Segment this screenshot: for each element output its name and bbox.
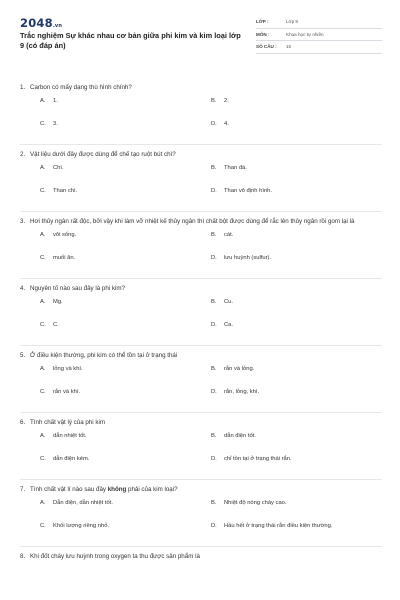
answer-text: rắn và lỏng. <box>224 366 255 372</box>
question-item <box>20 346 382 413</box>
quiz-meta <box>256 16 382 54</box>
question-text: Khi đốt cháy lưu huỳnh trong oxygen ta thu được sản phẩm là <box>30 553 200 560</box>
answer-option-c[interactable] <box>40 523 211 546</box>
question-number: 7. <box>20 486 26 493</box>
answer-letter: B. <box>211 500 217 506</box>
answer-option-d[interactable] <box>211 389 382 412</box>
question-stem <box>20 217 382 226</box>
answer-grid <box>20 98 382 144</box>
answer-text: chỉ tồn tại ở trạng thái rắn. <box>224 456 292 462</box>
answer-option-d[interactable] <box>211 322 382 345</box>
answer-option-a[interactable] <box>40 165 211 188</box>
meta-value: 15 <box>286 44 292 50</box>
answer-letter: B. <box>211 165 217 171</box>
answer-grid <box>20 165 382 211</box>
answer-text: Than đá. <box>224 165 247 171</box>
answer-grid <box>20 232 382 278</box>
meta-label: LỚP : <box>256 19 269 25</box>
question-stem <box>20 83 382 92</box>
answer-text: Than chì. <box>53 188 78 194</box>
answer-grid <box>20 366 382 412</box>
answer-option-c[interactable] <box>40 322 211 345</box>
answer-option-b[interactable] <box>211 366 382 389</box>
answer-letter: B. <box>211 433 217 439</box>
answer-option-c[interactable] <box>40 188 211 211</box>
answer-text: C. <box>53 322 59 328</box>
answer-text: Chì. <box>53 165 64 171</box>
answer-letter: D. <box>211 322 217 328</box>
question-text: Nguyên tố nào sau đây là phi kim? <box>30 285 125 292</box>
question-text <box>30 485 382 494</box>
answer-letter: C. <box>40 188 46 194</box>
answer-letter: D. <box>211 523 217 529</box>
answer-letter: A. <box>40 500 46 506</box>
answer-option-d[interactable] <box>211 456 382 479</box>
page-title: Trắc nghiệm Sự khác nhau cơ bản giữa phi kim và kim loại lớp 9 (có đáp án) <box>20 31 241 50</box>
answer-option-a[interactable] <box>40 232 211 255</box>
answer-text: rắn, lỏng, khí. <box>224 389 260 395</box>
answer-option-a[interactable] <box>40 366 211 389</box>
answer-option-a[interactable] <box>40 500 211 523</box>
answer-option-c[interactable] <box>40 389 211 412</box>
answer-option-b[interactable] <box>211 232 382 255</box>
question-stem <box>20 284 382 293</box>
answer-letter: C. <box>40 523 46 529</box>
answer-text: muối ăn. <box>53 255 76 261</box>
answer-letter: B. <box>211 299 217 305</box>
answer-letter: A. <box>40 299 46 305</box>
meta-row-subject <box>256 29 382 42</box>
answer-text: vôi sống. <box>53 232 77 238</box>
question-text-emphasis: không <box>107 486 127 493</box>
answer-letter: A. <box>40 98 46 104</box>
question-number: 6. <box>20 419 26 426</box>
answer-text: 3. <box>53 121 58 127</box>
question-number: 2. <box>20 151 26 158</box>
meta-label: MÔN : <box>256 31 270 37</box>
answer-grid <box>20 299 382 345</box>
question-item <box>20 78 382 145</box>
question-text: Hơi thủy ngân rất độc, bởi vậy khi làm vỡ nhiệt kế thủy ngân thì chất bột được dùng để rắc lên thủy ngân rồi gom lại là <box>30 218 355 225</box>
answer-grid <box>20 500 382 546</box>
question-stem <box>20 418 382 427</box>
answer-letter: D. <box>211 121 217 127</box>
question-item <box>20 212 382 279</box>
answer-text: Cu. <box>224 299 234 305</box>
logo-name: 2048 <box>20 16 53 30</box>
answer-text: 1. <box>53 98 58 104</box>
question-stem <box>20 485 382 494</box>
answer-option-a[interactable] <box>40 433 211 456</box>
answer-grid <box>20 433 382 479</box>
site-logo[interactable] <box>20 16 62 30</box>
question-stem <box>20 150 382 159</box>
question-text: Ở điều kiện thường, phi kim có thể tồn tại ở trạng thái <box>30 352 178 359</box>
answer-text: 2. <box>224 98 229 104</box>
answer-option-a[interactable] <box>40 299 211 322</box>
meta-value: Lớp 9 <box>286 19 298 25</box>
logo-tld: .vn <box>52 23 63 29</box>
answer-letter: B. <box>211 232 217 238</box>
question-text-before: Tính chất vật lí nào sau đây <box>30 486 108 493</box>
answer-letter: B. <box>211 366 217 372</box>
answer-text: Mg. <box>53 299 63 305</box>
answer-text: Than vô định hình. <box>224 188 273 194</box>
meta-label: SỐ CÂU : <box>256 44 277 50</box>
answer-text: dẫn điện tốt. <box>224 433 256 439</box>
answer-letter: B. <box>211 98 217 104</box>
question-number: 1. <box>20 84 26 91</box>
answer-letter: D. <box>211 255 217 261</box>
answer-text: dẫn nhiệt tốt. <box>53 433 87 439</box>
answer-letter: A. <box>40 165 46 171</box>
answer-text: lưu huỳnh (sulfur). <box>224 255 272 261</box>
answer-letter: C. <box>40 255 46 261</box>
answer-letter: C. <box>40 389 46 395</box>
answer-text: Dẫn điện, dẫn nhiệt tốt. <box>53 500 113 506</box>
answer-option-b[interactable] <box>211 165 382 188</box>
answer-letter: A. <box>40 232 46 238</box>
question-stem <box>20 552 382 561</box>
question-item <box>20 279 382 346</box>
answer-letter: D. <box>211 389 217 395</box>
answer-option-a[interactable] <box>40 98 211 121</box>
answer-letter: A. <box>40 433 46 439</box>
answer-text: Khối lượng riêng nhỏ. <box>53 523 110 529</box>
meta-value: Khoa học tự nhiên <box>286 31 324 37</box>
question-text: Tính chất vật lý của phi kim <box>30 419 105 426</box>
question-text-after: phải của kim loại? <box>126 486 178 493</box>
answer-text: dẫn điện kém. <box>53 456 90 462</box>
answer-option-d[interactable] <box>211 121 382 144</box>
answer-letter: C. <box>40 322 46 328</box>
meta-row-count <box>256 41 382 54</box>
question-text: Vật liệu dưới đây được dùng để chế tạo ruột bút chì? <box>30 151 176 158</box>
answer-text: 4. <box>224 121 229 127</box>
answer-text: rắn và khí. <box>53 389 81 395</box>
question-item <box>20 480 382 547</box>
question-item <box>20 145 382 212</box>
answer-letter: C. <box>40 456 46 462</box>
answer-text: Hầu hết ở trạng thái rắn điều kiện thường. <box>224 523 333 529</box>
answer-text: Nhiệt độ nóng chảy cao. <box>224 500 287 506</box>
answer-option-d[interactable] <box>211 188 382 211</box>
answer-option-c[interactable] <box>40 121 211 144</box>
answer-option-c[interactable] <box>40 456 211 479</box>
question-number: 4. <box>20 285 26 292</box>
question-number: 5. <box>20 352 26 359</box>
answer-option-b[interactable] <box>211 500 382 523</box>
question-number: 3. <box>20 218 26 225</box>
meta-row-grade <box>256 16 382 29</box>
answer-option-b[interactable] <box>211 433 382 456</box>
page-header <box>20 16 382 74</box>
answer-letter: D. <box>211 456 217 462</box>
answer-letter: A. <box>40 366 46 372</box>
answer-text: cát. <box>224 232 234 238</box>
answer-letter: C. <box>40 121 46 127</box>
answer-option-c[interactable] <box>40 255 211 278</box>
answer-text: lỏng và khí. <box>53 366 83 372</box>
answer-option-d[interactable] <box>211 255 382 278</box>
question-item <box>20 547 382 561</box>
answer-letter: D. <box>211 188 217 194</box>
answer-option-b[interactable] <box>211 299 382 322</box>
answer-option-b[interactable] <box>211 98 382 121</box>
question-item <box>20 413 382 480</box>
question-text: Carbon có mấy dạng thù hình chính? <box>30 84 132 91</box>
question-number: 8. <box>20 553 26 560</box>
answer-text: Ca. <box>224 322 234 328</box>
question-list <box>20 78 382 561</box>
question-stem <box>20 351 382 360</box>
answer-option-d[interactable] <box>211 523 382 546</box>
